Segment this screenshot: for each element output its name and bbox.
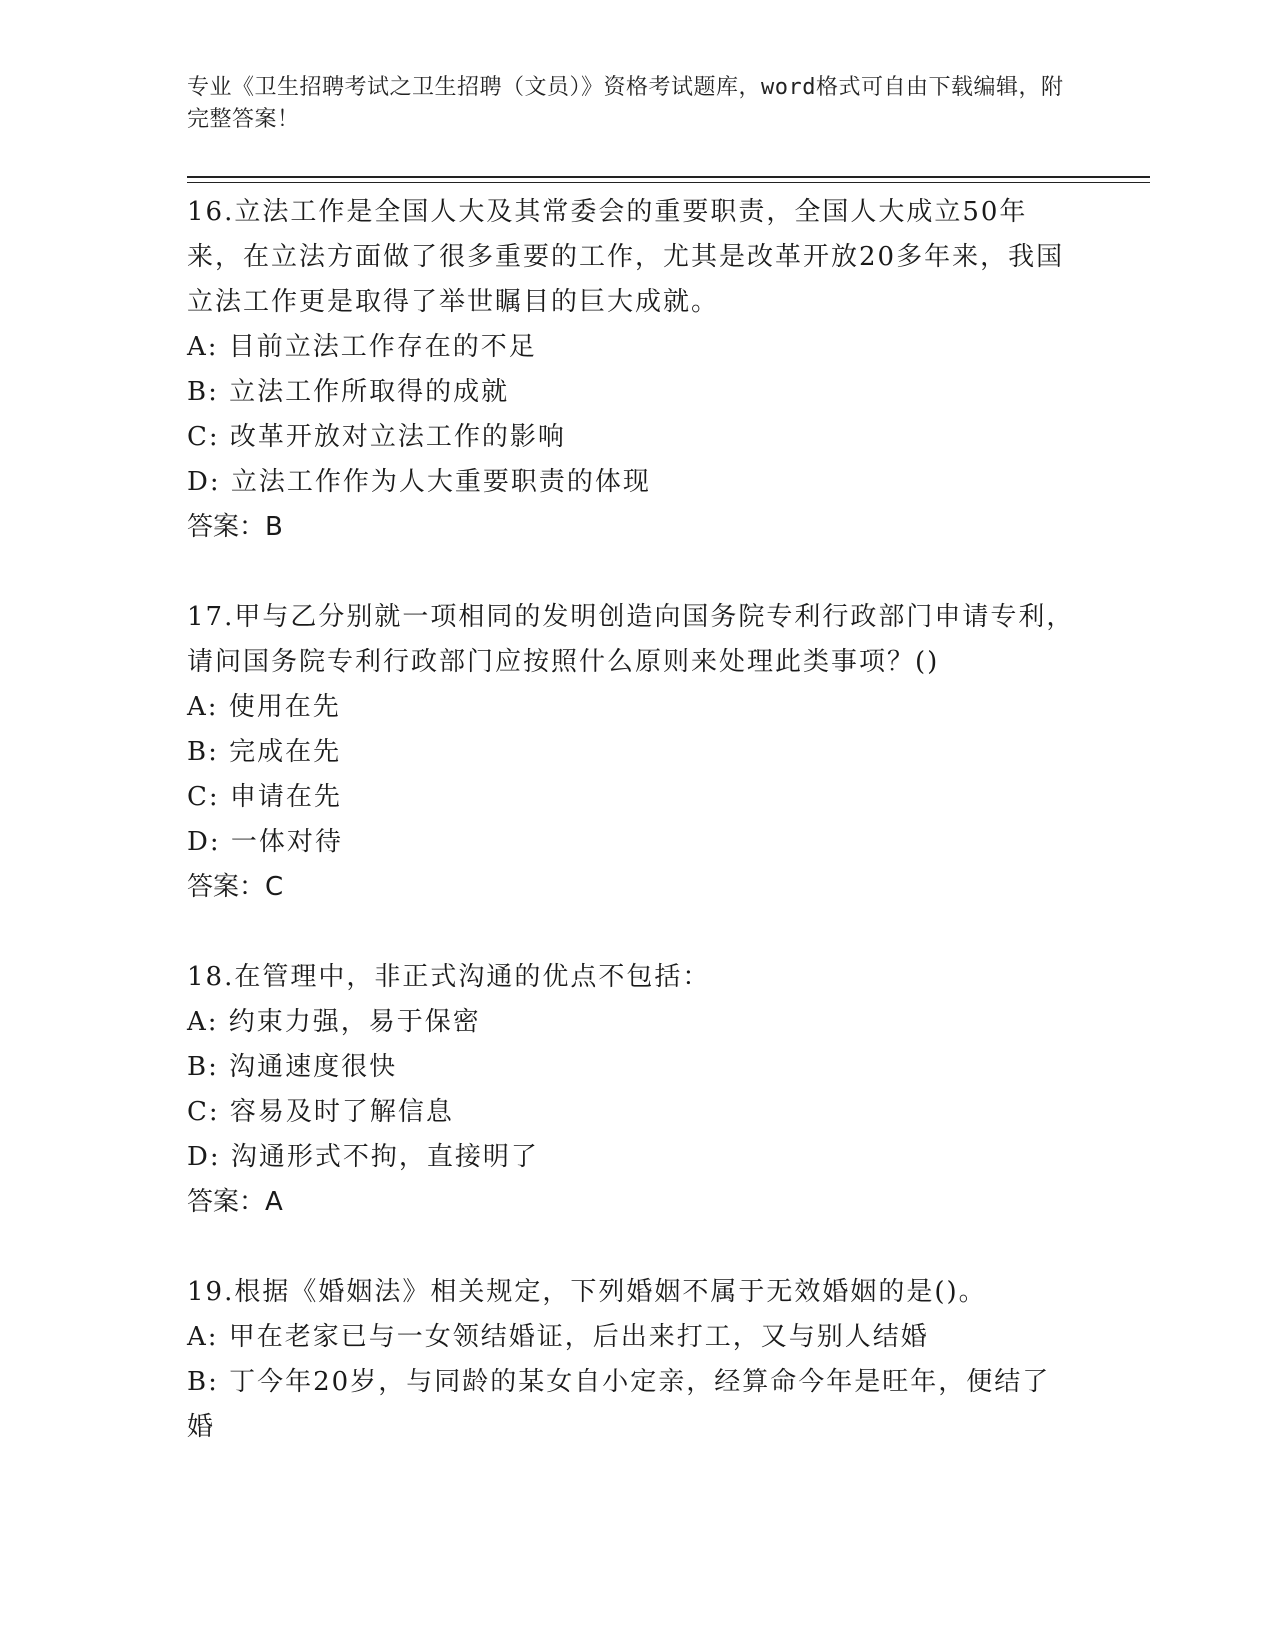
option-d: D: 一体对待 xyxy=(187,827,343,857)
question-stem: 16.立法工作是全国人大及其常委会的重要职责，全国人大成立50年来，在立法方面做了很多重要的工作，尤其是改革开放20多年来，我国立法工作更是取得了举世瞩目的巨大成就。 xyxy=(187,197,1065,317)
question-16 xyxy=(187,190,1077,550)
question-17 xyxy=(187,595,1077,910)
question-spacer xyxy=(187,1225,1077,1270)
answer-label: 答案：B xyxy=(187,512,283,542)
option-d: D: 立法工作作为人大重要职责的体现 xyxy=(187,467,651,497)
answer-label: 答案：C xyxy=(187,872,284,902)
question-spacer xyxy=(187,910,1077,955)
option-b: B: 丁今年20岁，与同龄的某女自小定亲，经算命今年是旺年，便结了婚 xyxy=(187,1367,1051,1442)
question-stem: 19.根据《婚姻法》相关规定，下列婚姻不属于无效婚姻的是()。 xyxy=(187,1277,987,1307)
option-b: B: 完成在先 xyxy=(187,737,342,767)
option-c: C: 改革开放对立法工作的影响 xyxy=(187,422,566,452)
answer-label: 答案：A xyxy=(187,1187,283,1217)
question-stem: 17.甲与乙分别就一项相同的发明创造向国务院专利行政部门申请专利，请问国务院专利行政部门应按照什么原则来处理此类事项？() xyxy=(187,602,1075,677)
document-header: 专业《卫生招聘考试之卫生招聘（文员）》资格考试题库，word格式可自由下载编辑，附完整答案！ xyxy=(187,75,1064,132)
option-a: A: 目前立法工作存在的不足 xyxy=(187,332,537,362)
question-18 xyxy=(187,955,1077,1225)
header-divider-thin xyxy=(187,182,1150,183)
option-a: A: 使用在先 xyxy=(187,692,341,722)
question-spacer xyxy=(187,550,1077,595)
question-19 xyxy=(187,1270,1077,1450)
question-stem: 18.在管理中，非正式沟通的优点不包括： xyxy=(187,962,711,992)
option-c: C: 容易及时了解信息 xyxy=(187,1097,454,1127)
option-b: B: 立法工作所取得的成就 xyxy=(187,377,510,407)
option-c: C: 申请在先 xyxy=(187,782,342,812)
question-list xyxy=(187,190,1077,1450)
option-a: A: 约束力强，易于保密 xyxy=(187,1007,481,1037)
option-b: B: 沟通速度很快 xyxy=(187,1052,398,1082)
option-d: D: 沟通形式不拘，直接明了 xyxy=(187,1142,539,1172)
header-divider-thick xyxy=(187,176,1150,178)
option-a: A: 甲在老家已与一女领结婚证，后出来打工，又与别人结婚 xyxy=(187,1322,929,1352)
